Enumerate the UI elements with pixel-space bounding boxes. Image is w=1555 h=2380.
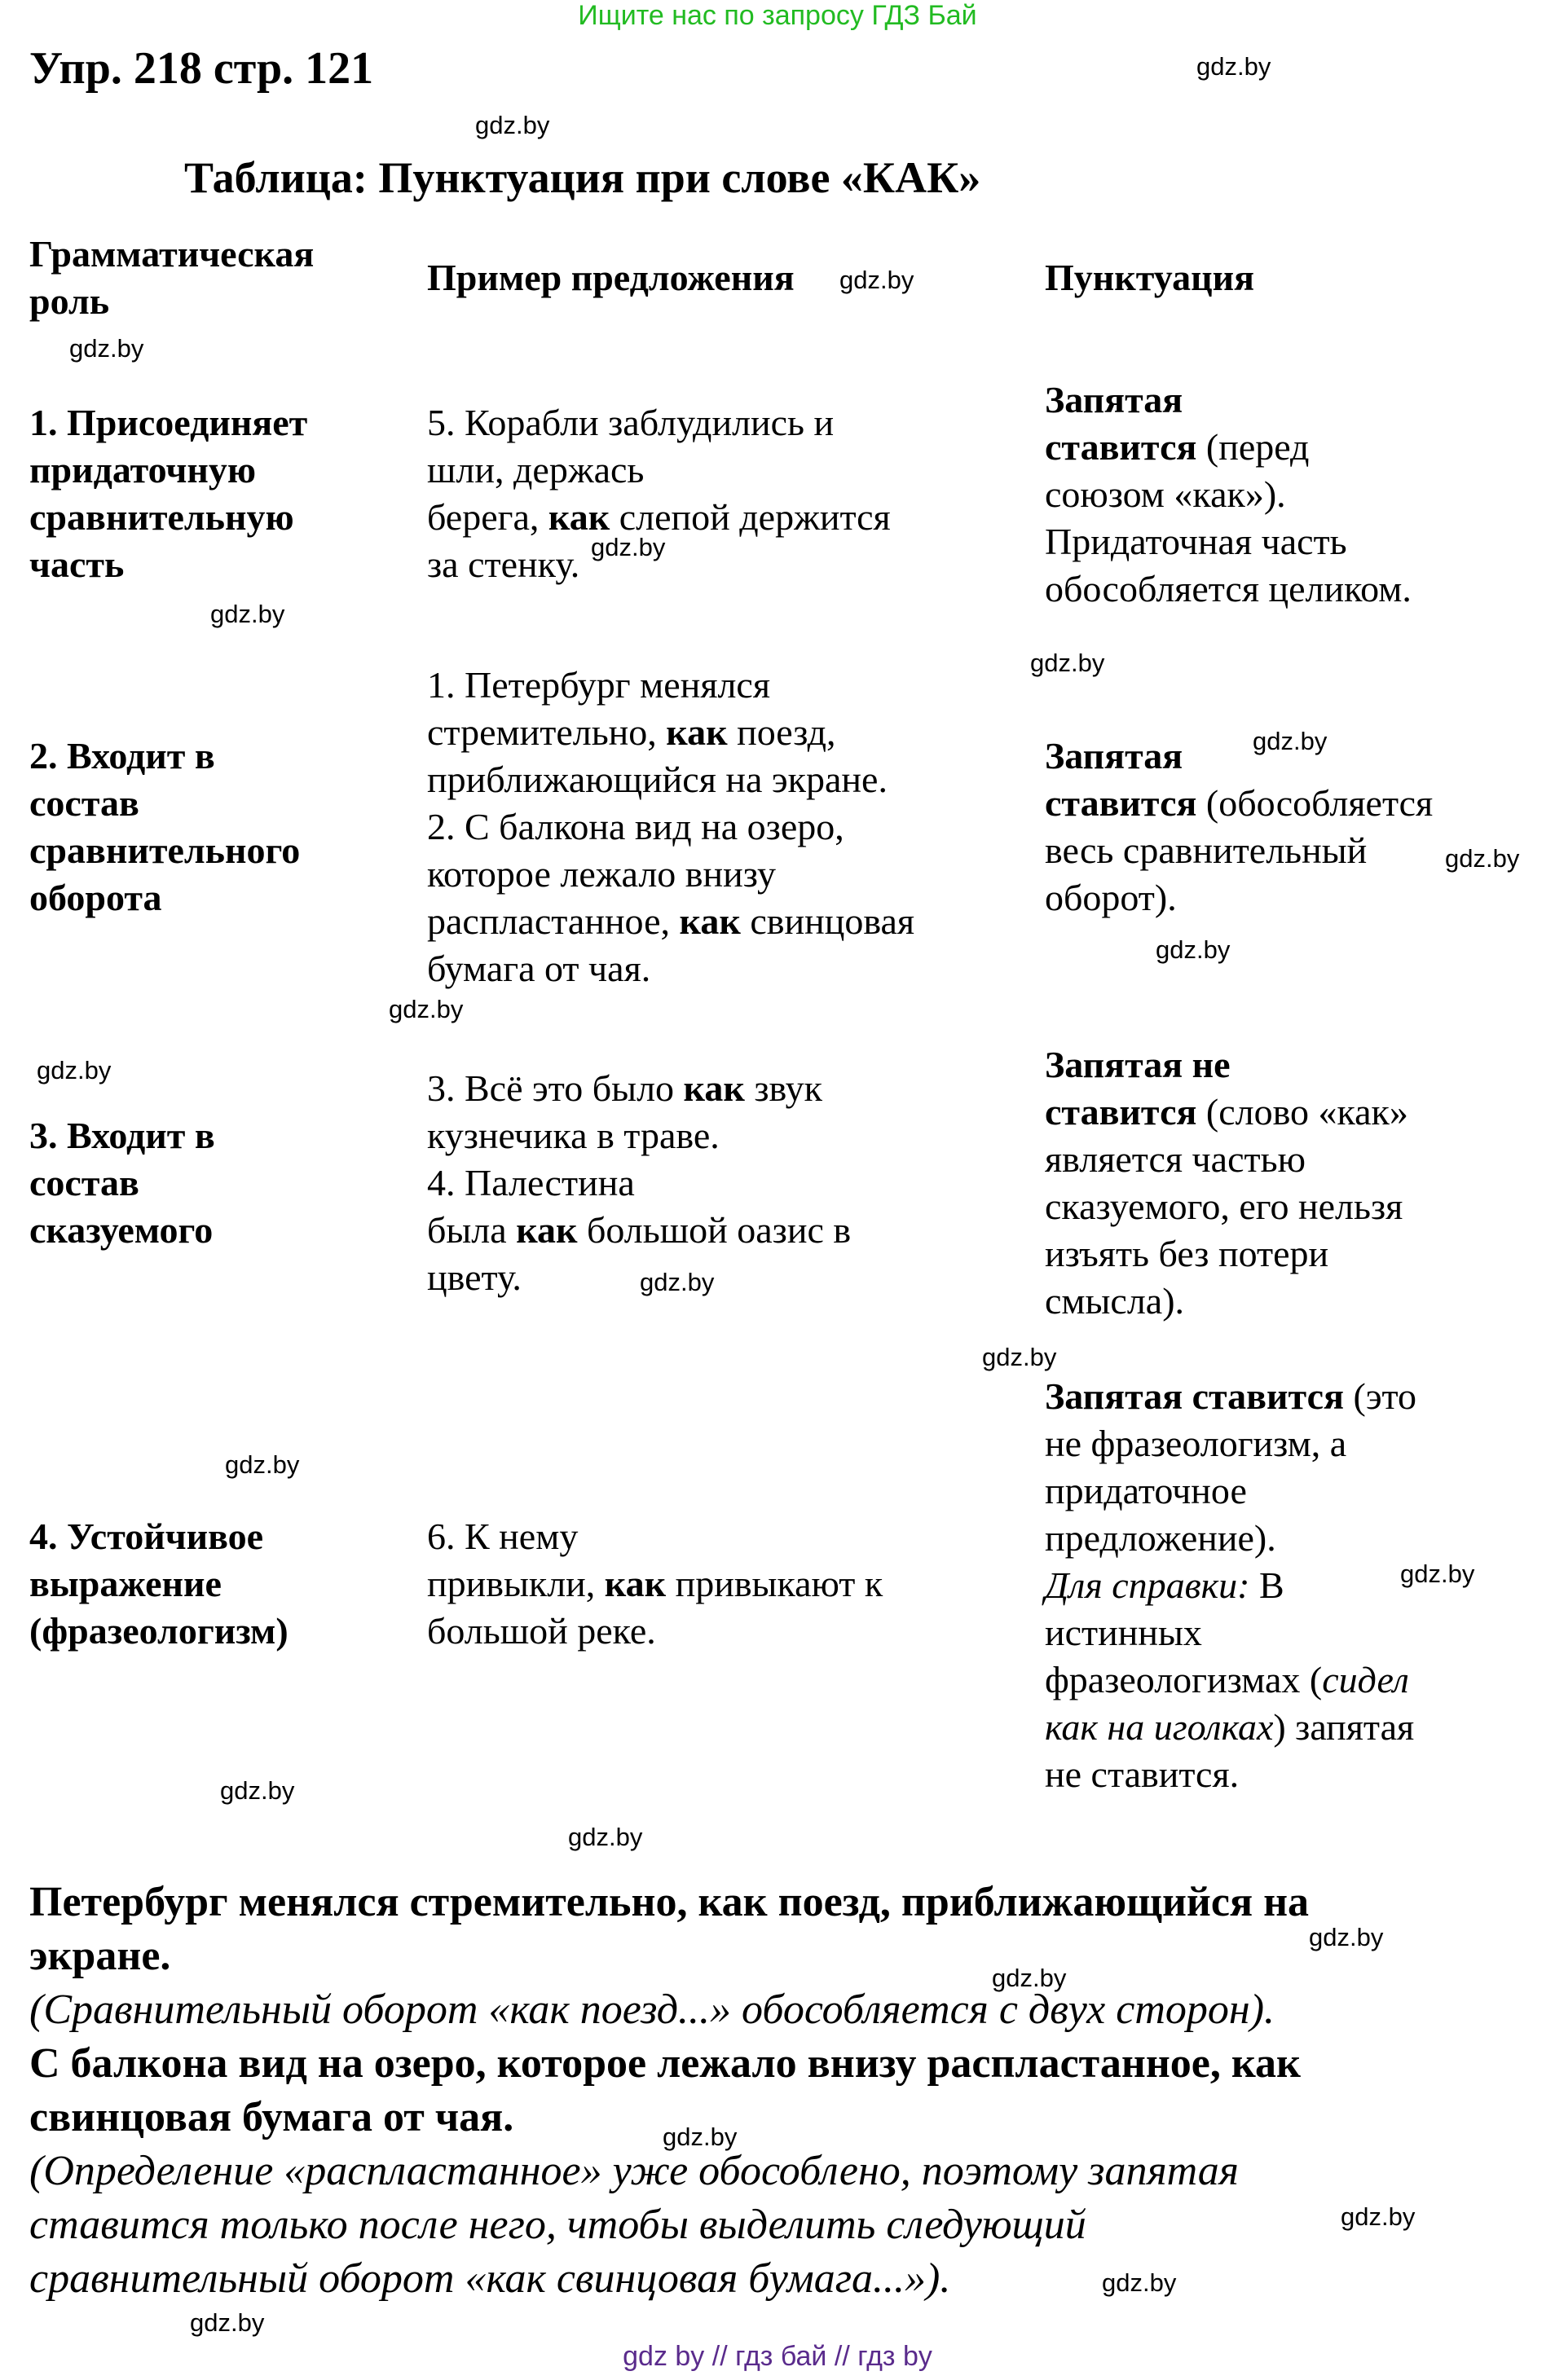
example-sentence bbox=[29, 1876, 1309, 1983]
text-line: Петербург менялся стремительно, как поезд, приближающийся на bbox=[29, 1879, 1310, 1925]
text-line: ставится (перед bbox=[1045, 426, 1310, 468]
row-3-punctuation bbox=[1045, 1041, 1408, 1325]
watermark: gdz.by bbox=[1445, 844, 1520, 873]
text-line: свинцовая бумага от чая. bbox=[29, 2094, 514, 2140]
watermark: gdz.by bbox=[210, 600, 285, 628]
row-3-role bbox=[29, 1112, 215, 1254]
text-line: предложение). bbox=[1045, 1517, 1276, 1559]
text-line: привыкли, как привыкают к bbox=[427, 1563, 883, 1604]
text-line: оборот). bbox=[1045, 877, 1177, 918]
text-line: кузнечика в траве. bbox=[427, 1115, 720, 1156]
text-line: 2. С балкона вид на озеро, bbox=[427, 806, 844, 847]
role-line: 4. Устойчивое bbox=[29, 1516, 264, 1557]
text-line: была как большой оазис в bbox=[427, 1209, 852, 1251]
text-line bbox=[1045, 1041, 1408, 1089]
analysis-section bbox=[29, 1876, 1309, 2306]
bold-text: как bbox=[666, 711, 728, 753]
bold-text: ставится bbox=[1045, 782, 1197, 824]
watermark: gdz.by bbox=[1253, 727, 1328, 755]
watermark: gdz.by bbox=[1341, 2202, 1416, 2231]
italic-text: как на иголках bbox=[1045, 1706, 1274, 1748]
text-line: за стенку. bbox=[427, 543, 580, 585]
watermark: gdz.by bbox=[982, 1343, 1057, 1371]
text-line: экране. bbox=[29, 1933, 171, 1979]
watermark: gdz.by bbox=[69, 334, 144, 363]
bold-text: Запятая bbox=[1045, 735, 1183, 776]
explanation bbox=[29, 1983, 1309, 2037]
text-line: которое лежало внизу bbox=[427, 853, 776, 895]
text-line: 6. К нему bbox=[427, 1516, 579, 1557]
text-line: не ставится. bbox=[1045, 1753, 1240, 1795]
table-title: Таблица: Пунктуация при слове «КАК» bbox=[184, 153, 981, 202]
watermark: gdz.by bbox=[1400, 1560, 1475, 1588]
text-line: обособляется целиком. bbox=[1045, 568, 1412, 609]
row-4-punctuation bbox=[1045, 1373, 1416, 1798]
watermark: gdz.by bbox=[225, 1450, 300, 1479]
column-header-role: Грамматическая роль bbox=[29, 233, 315, 322]
top-search-banner: Ищите нас по запросу ГДЗ Бай bbox=[578, 0, 977, 31]
text-line: является частью bbox=[1045, 1138, 1306, 1180]
bold-text: как bbox=[516, 1209, 578, 1251]
role-line: состав bbox=[29, 782, 139, 824]
italic-text: сидел bbox=[1322, 1659, 1409, 1700]
row-2-example bbox=[427, 662, 914, 992]
role-line: оборота bbox=[29, 877, 162, 918]
watermark: gdz.by bbox=[640, 1268, 715, 1296]
text-line bbox=[1045, 732, 1433, 780]
watermark: gdz.by bbox=[839, 266, 914, 294]
text-line: большой реке. bbox=[427, 1610, 656, 1652]
watermark: gdz.by bbox=[1102, 2268, 1177, 2297]
bold-text: как bbox=[548, 496, 610, 538]
watermark: gdz.by bbox=[1030, 649, 1105, 677]
bold-text: как bbox=[604, 1563, 667, 1604]
role-line: (фразеологизм) bbox=[29, 1610, 289, 1652]
role-line: 1. Присоединяет bbox=[29, 402, 308, 443]
role-line: сказуемого bbox=[29, 1209, 214, 1251]
role-line: 2. Входит в bbox=[29, 735, 215, 776]
row-4-example bbox=[427, 1513, 883, 1655]
text-line: приближающийся на экране. bbox=[427, 759, 888, 800]
row-3-example bbox=[427, 1065, 851, 1301]
text-line: союзом «как»). bbox=[1045, 473, 1286, 515]
watermark: gdz.by bbox=[1196, 52, 1271, 81]
role-line: 3. Входит в bbox=[29, 1115, 215, 1156]
text-line: смысла). bbox=[1045, 1280, 1185, 1322]
text-line: распластанное, как свинцовая bbox=[427, 900, 915, 942]
watermark: gdz.by bbox=[190, 2308, 265, 2337]
row-1-role bbox=[29, 399, 307, 588]
bold-text: ставится bbox=[1045, 426, 1197, 468]
role-line: сравнительного bbox=[29, 829, 301, 871]
row-1-punctuation bbox=[1045, 376, 1412, 613]
text-line: ставится (слово «как» bbox=[1045, 1091, 1408, 1133]
text-line: весь сравнительный bbox=[1045, 829, 1368, 871]
text-line: цвету. bbox=[427, 1256, 522, 1298]
column-header-punctuation: Пунктуация bbox=[1045, 257, 1255, 298]
text-line: Придаточная часть bbox=[1045, 521, 1347, 562]
watermark: gdz.by bbox=[389, 995, 464, 1023]
row-2-role bbox=[29, 732, 300, 922]
text-line: сравнительный оборот «как свинцовая бумага...»). bbox=[29, 2255, 951, 2302]
bold-text: как bbox=[679, 900, 741, 942]
text-line: С балкона вид на озеро, которое лежало внизу распластанное, как bbox=[29, 2040, 1301, 2087]
text-line: сказуемого, его нельзя bbox=[1045, 1186, 1403, 1227]
text-line: (Сравнительный оборот «как поезд...» обособляется с двух сторон). bbox=[29, 1986, 1275, 2033]
text-line: не фразеологизм, а bbox=[1045, 1423, 1347, 1464]
text-line: истинных bbox=[1045, 1612, 1202, 1653]
bold-text: Запятая bbox=[1045, 379, 1183, 420]
watermark: gdz.by bbox=[992, 1964, 1067, 1992]
role-line: сравнительную bbox=[29, 496, 294, 538]
text-line: фразеологизмах (сидел bbox=[1045, 1659, 1409, 1700]
text-line: 4. Палестина bbox=[427, 1162, 635, 1203]
bottom-banner: gdz by // гдз бай // гдз by bbox=[623, 2341, 932, 2372]
text-line: Запятая ставится (это bbox=[1045, 1375, 1417, 1417]
text-line: ставится (обособляется bbox=[1045, 782, 1434, 824]
row-4-role bbox=[29, 1513, 289, 1655]
text-line: ставится только после него, чтобы выделить следующий bbox=[29, 2202, 1086, 2248]
text-line: изъять без потери bbox=[1045, 1233, 1329, 1274]
text-line: шли, держась bbox=[427, 449, 645, 491]
watermark: gdz.by bbox=[591, 533, 666, 561]
text-line: берега, как слепой держится bbox=[427, 496, 891, 538]
role-line: придаточную bbox=[29, 449, 257, 491]
column-header-example: Пример предложения bbox=[427, 257, 795, 298]
bold-text: как bbox=[683, 1067, 745, 1109]
role-line: часть bbox=[29, 543, 125, 585]
watermark: gdz.by bbox=[568, 1823, 643, 1851]
watermark: gdz.by bbox=[1309, 1923, 1384, 1951]
role-line: выражение bbox=[29, 1563, 222, 1604]
watermark: gdz.by bbox=[37, 1056, 112, 1084]
role-line: состав bbox=[29, 1162, 139, 1203]
text-line: 1. Петербург менялся bbox=[427, 664, 771, 706]
text-line: (Определение «распластанное» уже обособлено, поэтому запятая bbox=[29, 2148, 1239, 2194]
watermark: gdz.by bbox=[475, 111, 550, 139]
text-line: 3. Всё это было как звук bbox=[427, 1067, 823, 1109]
exercise-heading: Упр. 218 стр. 121 bbox=[29, 43, 374, 94]
text-line bbox=[1045, 376, 1412, 424]
bold-text: ставится bbox=[1045, 1091, 1197, 1133]
bold-text: Запятая ставится bbox=[1045, 1375, 1344, 1417]
text-line: стремительно, как поезд, bbox=[427, 711, 836, 753]
text-line: бумага от чая. bbox=[427, 948, 651, 989]
italic-text: Для справки: bbox=[1045, 1564, 1250, 1606]
text-line: как на иголках) запятая bbox=[1045, 1706, 1415, 1748]
watermark: gdz.by bbox=[220, 1776, 295, 1805]
watermark: gdz.by bbox=[663, 2123, 738, 2151]
bold-text: Запятая не bbox=[1045, 1044, 1231, 1085]
text-line: Для справки: В bbox=[1045, 1564, 1284, 1606]
watermark: gdz.by bbox=[1156, 935, 1231, 964]
text-line: 5. Корабли заблудились и bbox=[427, 402, 835, 443]
text-line: придаточное bbox=[1045, 1470, 1247, 1511]
row-2-punctuation bbox=[1045, 732, 1433, 922]
